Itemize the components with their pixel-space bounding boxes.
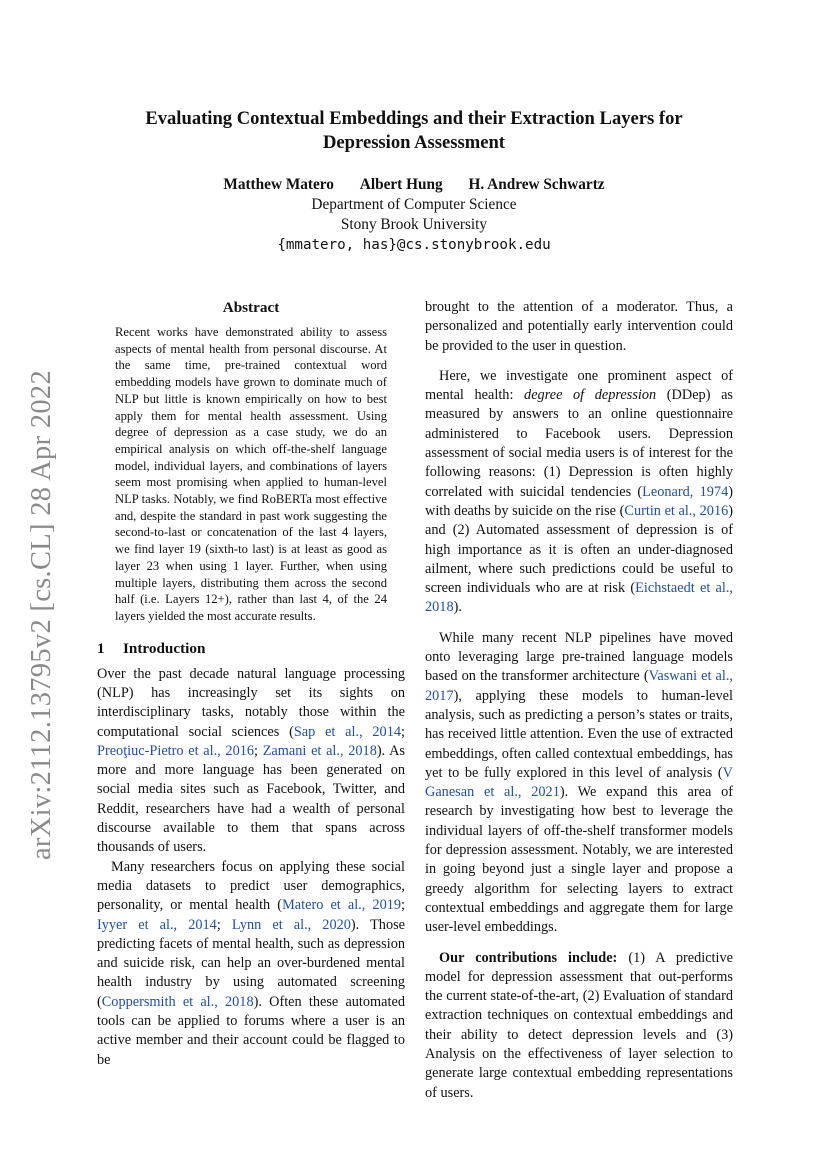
right-column [425, 298, 733, 1103]
text-run: ; [216, 916, 232, 933]
author-1: Matthew Matero [223, 176, 334, 193]
intro-paragraph-3 [425, 367, 733, 618]
intro-paragraph-5 [425, 949, 733, 1103]
title-line-2: Depression Assessment [323, 132, 505, 153]
arxiv-stamp-text: arXiv:2112.13795v2 [cs.CL] 28 Apr 2022 [26, 369, 57, 861]
arxiv-stamp [22, 365, 62, 865]
text-run: (1) A predictive model for depression assessment that out-performs the current state-of-the-art, (2) Evaluation of standard extraction techniques on contextual embeddings and their ability to detect depression levels and (3) Analysis on the effectiveness of layer selection to generate large contextual embedding representations of users. [425, 949, 733, 1101]
title-line-1: Evaluating Contextual Embeddings and their Extraction Layers for [145, 108, 683, 129]
text-run: ), applying these models to human-level analysis, such as predicting a person’s states or traits, has received little attention. Even the use of extracted embeddings, often called contextual embeddings, has yet to be fully explored in this level of analysis ( [425, 687, 733, 781]
author-2: Albert Hung [359, 176, 443, 193]
section-heading [97, 639, 405, 659]
intro-paragraph-2 [97, 858, 405, 1070]
citation-link[interactable]: Coppersmith et al., 2018 [101, 993, 254, 1010]
text-run: ). Often these automated tools can be applied to forums where a user is an active member and their account could be flagged to be [97, 993, 405, 1068]
paper-title [100, 107, 728, 155]
author-names [100, 175, 728, 195]
citation-link[interactable]: Leonard, 1974 [642, 483, 729, 500]
citation-link[interactable]: Vaswani et al., 2017 [425, 668, 734, 704]
citation-link[interactable]: Curtin et al., 2016 [624, 502, 729, 519]
affiliation-univ: Stony Brook University [340, 216, 488, 233]
text-run: While many recent NLP pipelines have moved onto leveraging large pre-trained language models based on the transformer architecture ( [425, 629, 733, 685]
emphasis-term: degree of depression [524, 387, 657, 404]
text-run: ). As more and more language has been generated on social media sites such as Facebook, Twitter, and Reddit, researchers have had a wealth of personal discourse available to them that spans across thousands of users. [97, 742, 405, 856]
citation-link[interactable]: Lynn et al., 2020 [231, 916, 351, 933]
section-number: 1 [97, 639, 105, 657]
section-title: Introduction [123, 639, 206, 657]
text-run: Here, we investigate one prominent aspect of mental health: [425, 367, 733, 404]
intro-paragraph-1 [97, 665, 405, 858]
abstract-heading: Abstract [222, 299, 280, 316]
text-run: ). We expand this area of research by investigating how best to leverage the individual layers of off-the-shelf transformer models for depression assessment. Notably, we are interested in going beyond just a single layer and propose a greedy algorithm for selecting layers to extract contextual embeddings and aggregate them for large user-level embeddings. [425, 784, 733, 936]
intro-paragraph-2-cont: brought to the attention of a moderator. Thus, a personalized and potentially early intervention could be provided to the user in question. [425, 299, 733, 354]
text-run: (DDep) as measured by answers to an online questionnaire administered to Facebook users. Depression assessment of social media users is of interest for the following reasons: (1) Depression is often highly correlated with suicidal tendencies ( [425, 387, 733, 500]
text-run: ) with deaths by suicide on the rise ( [425, 483, 733, 519]
text-run: ; [401, 897, 405, 914]
contributions-lead: Our contributions include: [439, 949, 618, 966]
affiliation-dept: Department of Computer Science [311, 196, 517, 213]
text-run: ; [401, 723, 405, 740]
citation-link[interactable]: Zamani et al., 2018 [262, 742, 377, 759]
intro-paragraph-4 [425, 629, 733, 938]
text-run: Many researchers focus on applying these social media datasets to predict user demographics, personality, or mental health ( [97, 858, 405, 914]
text-run: ; [254, 742, 263, 759]
citation-link[interactable]: V Ganesan et al., 2021 [425, 764, 733, 801]
author-block [100, 175, 728, 255]
citation-link[interactable]: Iyyer et al., 2014 [97, 916, 217, 933]
citation-link[interactable]: Matero et al., 2019 [282, 897, 402, 914]
text-run: ). Those predicting facets of mental health, such as depression and suicide risk, can help an over-burdened mental health industry by using automated screening ( [97, 916, 406, 1010]
left-column [97, 298, 405, 1070]
author-email: {mmatero, has}@cs.stonybrook.edu [277, 237, 551, 253]
text-run: ) and (2) Automated assessment of depression is of high importance as it is often an under-diagnosed ailment, where such predictions could be useful to screen individuals who are at risk ( [425, 502, 734, 597]
text-run: ). [453, 599, 462, 616]
abstract-text: Recent works have demonstrated ability to assess aspects of mental health from personal discourse. At the same time, pre-trained contextual word embedding models have grown to dominate much of NLP but little is known empirically on how to best apply them for mental health assessment. Using degree of depression as a case study, we do an empirical analysis on which off-the-shelf language model, individual layers, and combinations of layers seem most promising when applied to human-level NLP tasks. Notably, we find RoBERTa most effective and, despite the standard in past work suggesting the second-to-last or concatenation of the last 4 layers, we find layer 19 (sixth-to last) is at least as good as layer 23 when using 1 layer. Further, when using multiple layers, distributing them across the second half (i.e. Layers 12+), rather than last 4, of the 24 layers yielded the most accurate results. [115, 325, 387, 623]
citation-link[interactable]: Preoţiuc-Pietro et al., 2016 [97, 742, 255, 759]
citation-link[interactable]: Sap et al., 2014 [293, 723, 402, 740]
text-run: Over the past decade natural language processing (NLP) has increasingly set its sights on interdisciplinary tasks, notably those within the computational social sciences ( [97, 665, 405, 740]
author-3: H. Andrew Schwartz [468, 176, 605, 193]
citation-link[interactable]: Eichstaedt et al., 2018 [425, 580, 734, 616]
